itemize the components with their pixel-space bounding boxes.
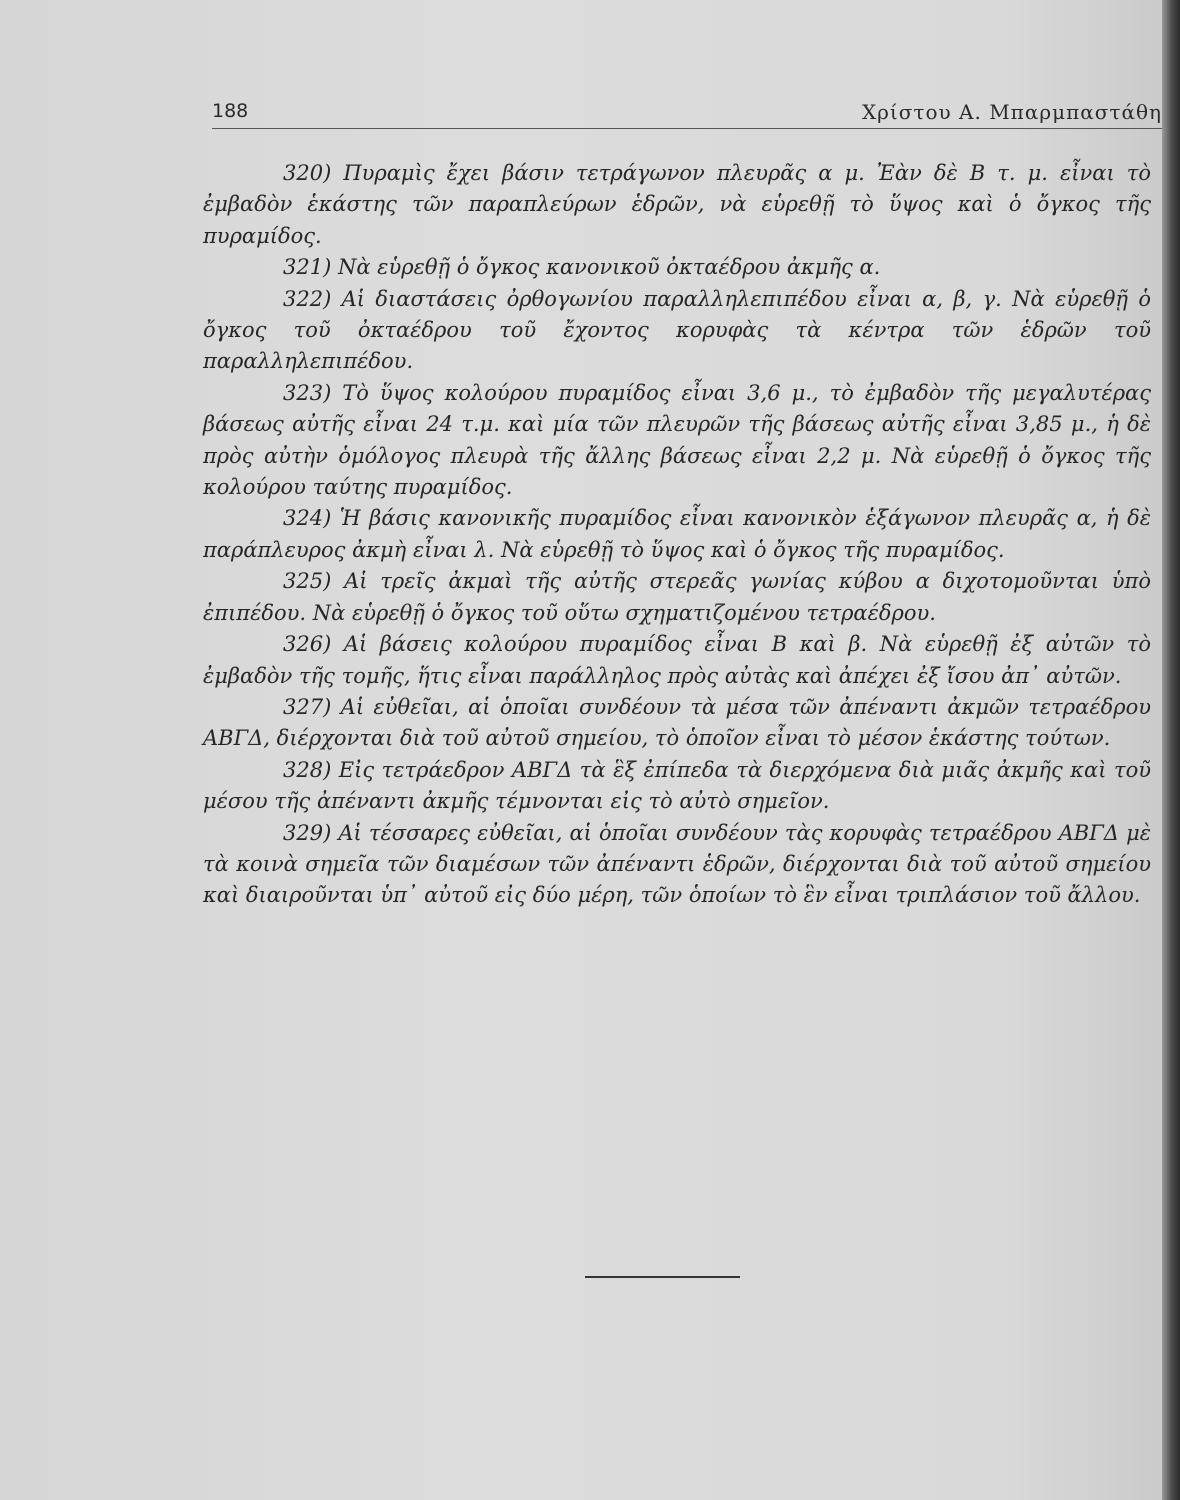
page-number: 188 bbox=[212, 100, 249, 122]
problem-329: 329) Αἱ τέσσαρες εὐθεῖαι, αἱ ὁποῖαι συνδέουν τὰς κορυφὰς τετραέδρου ΑΒΓΔ μὲ τὰ κοινὰ σημεῖα τῶν διαμέσων τῶν ἀπέναντι ἑδρῶν, διέρχονται διὰ τοῦ αὐτοῦ σημείου καὶ διαιροῦνται ὑπ᾽ αὐτοῦ εἰς δύο μέρη, τῶν ὁποίων τὸ ἓν εἶναι τριπλάσιον τοῦ ἄλλου. bbox=[203, 820, 1151, 908]
problem-326: 326) Αἱ βάσεις κολούρου πυραμίδος εἶναι Β καὶ β. Νὰ εὑρεθῇ ἐξ αὐτῶν τὸ ἐμβαδὸν τῆς τομῆς, ἥτις εἶναι παράλληλος πρὸς αὐτὰς καὶ ἀπέχει ἐξ ἴσου ἀπ᾽ αὐτῶν. bbox=[203, 632, 1151, 688]
section-end-rule bbox=[585, 1276, 740, 1278]
problem-323: 323) Τὸ ὕψος κολούρου πυραμίδος εἶναι 3,6 μ., τὸ ἐμβαδὸν τῆς μεγαλυτέρας βάσεως αὐτῆς εἶναι 24 τ.μ. καὶ μία τῶν πλευρῶν τῆς βάσεως αὐτῆς εἶναι 3,85 μ., ἡ δὲ πρὸς αὐτὴν ὁμόλογος πλευρὰ τῆς ἄλλης βάσεως εἶναι 2,2 μ. Νὰ εὑρεθῇ ὁ ὄγκος τῆς κολούρου ταύτης πυραμίδος. bbox=[203, 380, 1151, 500]
running-head: Χρίστου Α. Μπαρμπαστάθη bbox=[861, 100, 1162, 124]
problem-327: 327) Αἱ εὐθεῖαι, αἱ ὁποῖαι συνδέουν τὰ μέσα τῶν ἀπέναντι ἀκμῶν τετραέδρου ΑΒΓΔ, διέρχονται διὰ τοῦ αὐτοῦ σημείου, τὸ ὁποῖον εἶναι τὸ μέσον ἑκάστης τούτων. bbox=[203, 694, 1151, 751]
problem-322: 322) Αἱ διαστάσεις ὀρθογωνίου παραλληλεπιπέδου εἶναι α, β, γ. Νὰ εὑρεθῇ ὁ ὄγκος τοῦ ὀκταέδρου τοῦ ἔχοντος κορυφὰς τὰ κέντρα τῶν ἑδρῶν τοῦ παραλληλεπιπέδου. bbox=[203, 286, 1151, 374]
problem-320: 320) Πυραμὶς ἔχει βάσιν τετράγωνον πλευρᾶς α μ. Ἐὰν δὲ Β τ. μ. εἶναι τὸ ἐμβαδὸν ἑκάστης τῶν παραπλεύρων ἑδρῶν, νὰ εὑρεθῇ τὸ ὕψος καὶ ὁ ὄγκος τῆς πυραμίδος. bbox=[203, 161, 1151, 248]
problem-list bbox=[203, 158, 1151, 912]
problem-325: 325) Αἱ τρεῖς ἀκμαὶ τῆς αὐτῆς στερεᾶς γωνίας κύβου α διχοτομοῦνται ὑπὸ ἐπιπέδου. Νὰ εὑρεθῇ ὁ ὄγκος τοῦ οὕτω σχηματιζομένου τετραέδρου. bbox=[203, 569, 1151, 625]
problem-324: 324) Ἡ βάσις κανονικῆς πυραμίδος εἶναι κανονικὸν ἑξάγωνον πλευρᾶς α, ἡ δὲ παράπλευρος ἀκμὴ εἶναι λ. Νὰ εὑρεθῇ τὸ ὕψος καὶ ὁ ὄγκος τῆς πυραμίδος. bbox=[203, 506, 1151, 562]
problem-321: 321) Νὰ εὑρεθῇ ὁ ὄγκος κανονικοῦ ὀκταέδρου ἀκμῆς α. bbox=[283, 255, 881, 280]
header-rule bbox=[212, 128, 1162, 129]
problem-328: 328) Εἰς τετράεδρον ΑΒΓΔ τὰ ἓξ ἐπίπεδα τὰ διερχόμενα διὰ μιᾶς ἀκμῆς καὶ τοῦ μέσου τῆς ἀπέναντι ἀκμῆς τέμνονται εἰς τὸ αὐτὸ σημεῖον. bbox=[203, 757, 1151, 814]
book-binding-edge bbox=[1162, 0, 1180, 1500]
